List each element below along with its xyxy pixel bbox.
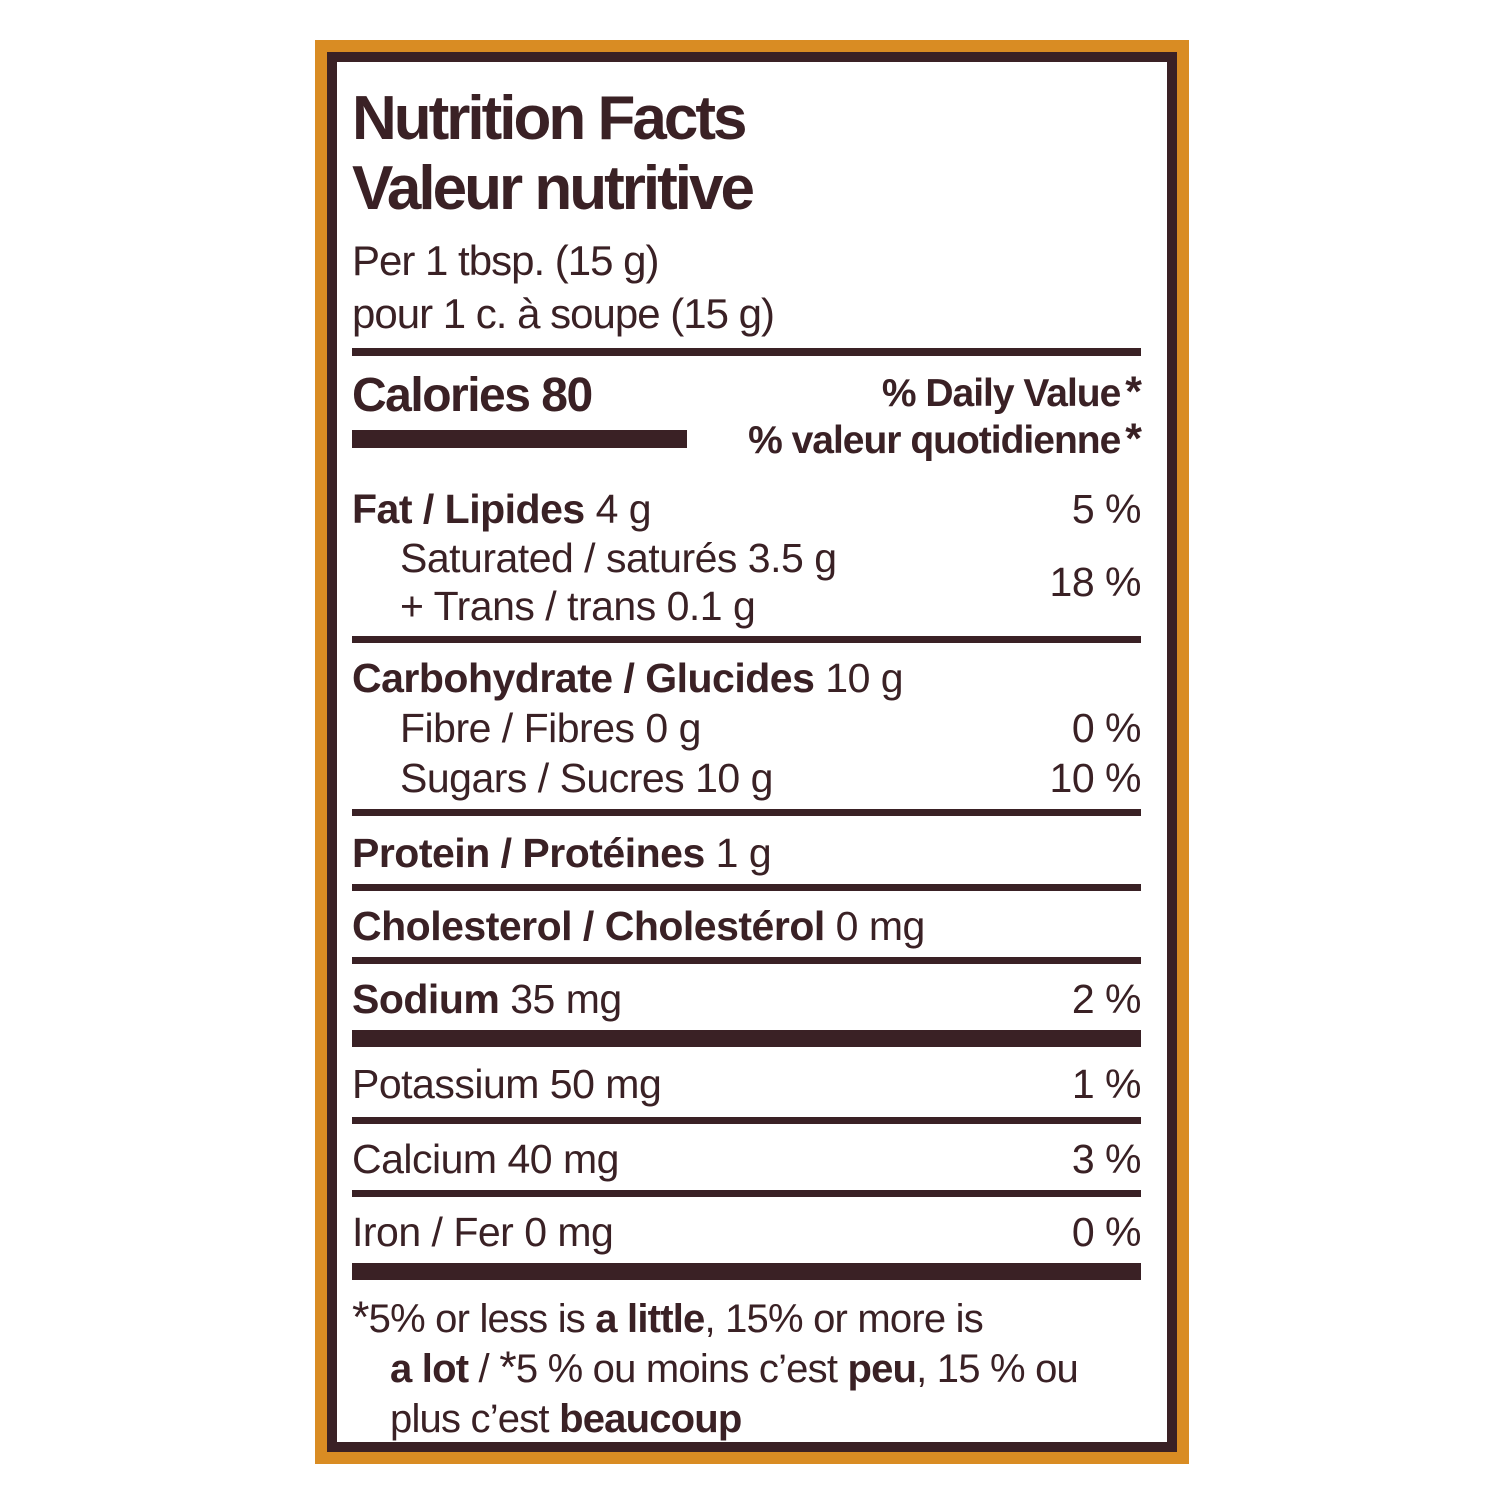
footnote-text: 5% or less is [368,1297,596,1341]
fat-amount: 4 g [584,486,652,532]
cholesterol-amount: 0 mg [824,903,925,949]
calories-value: Calories 80 [352,369,592,422]
footnote-line-1: *5% or less is a little, 15% or more is [352,1292,983,1342]
serving-size-french: pour 1 c. à soupe (15 g) [352,290,774,337]
fibre-label: Fibre / Fibres 0 g [400,705,701,751]
carbohydrate-amount: 10 g [814,655,904,701]
cholesterol-label-bold: Cholesterol / Cholestérol [352,903,825,949]
sugars-daily-value: 10 % [1049,755,1141,801]
trans-label: + Trans / trans 0.1 g [400,583,756,629]
nutrient-row-sugars [352,755,1141,801]
separator-rule [352,809,1141,816]
footnote-peu: peu [847,1347,917,1391]
sodium-daily-value: 2 % [1071,976,1141,1022]
nutrient-row-calcium [352,1136,1141,1182]
footnote-a-lot: a lot [390,1347,469,1391]
separator-rule [352,636,1141,643]
nutrient-label [352,903,925,949]
nutrition-facts-panel [327,52,1177,1452]
nutrient-row-fat [352,486,1141,532]
saturated-trans-daily-value: 18 % [1049,559,1141,605]
daily-value-footnote [352,1294,1141,1444]
calories-section [352,370,1141,474]
nutrient-row-potassium [352,1061,1141,1107]
footnote-beaucoup: beaucoup [559,1397,742,1441]
nutrition-facts-label [315,40,1189,1464]
nutrient-row-fibre [352,705,1141,751]
title-english: Nutrition Facts [352,84,745,153]
sodium-amount: 35 mg [499,976,622,1022]
footnote-text: / [468,1347,500,1391]
saturated-trans-labels [352,534,837,630]
iron-daily-value: 0 % [1071,1209,1141,1255]
protein-label-bold: Protein / Protéines [352,830,705,876]
daily-value-header [748,370,1141,464]
nutrient-label [352,486,651,532]
calcium-label: Calcium 40 mg [352,1136,619,1182]
separator-rule [352,1190,1141,1197]
nutrient-label [352,830,771,876]
nutrient-row-protein [352,830,1141,876]
sodium-label-bold: Sodium [352,976,500,1022]
footnote-line-2: a lot / *5 % ou moins c’est peu, 15 % ou [390,1342,1078,1392]
fat-daily-value: 5 % [1071,486,1141,532]
protein-amount: 1 g [704,830,772,876]
fat-label-bold: Fat / Lipides [352,486,585,532]
nutrient-row-cholesterol [352,903,1141,949]
fibre-daily-value: 0 % [1071,705,1141,751]
iron-label: Iron / Fer 0 mg [352,1209,614,1255]
footnote-text: plus c’est [390,1397,560,1441]
serving-size-english: Per 1 tbsp. (15 g) [352,237,659,284]
thick-section-bar [352,1030,1141,1047]
daily-value-text-en: % Daily Value [881,372,1121,415]
daily-value-text-fr: % valeur quotidienne [748,419,1121,462]
nutrient-row-iron [352,1209,1141,1255]
footnote-text: 5 % ou moins c’est [515,1347,848,1391]
potassium-daily-value: 1 % [1071,1061,1141,1107]
nutrient-label [352,976,622,1022]
thick-section-bar [352,1263,1141,1280]
daily-value-header-french: % valeur quotidienne * [748,415,1141,463]
nutrient-label [352,655,903,701]
nutrient-row-saturated-trans [352,534,1141,630]
footnote-line-3 [352,1394,1141,1444]
separator-rule [352,348,1141,356]
nutrient-row-carbohydrate [352,655,1141,701]
potassium-label: Potassium 50 mg [352,1061,662,1107]
sugars-label: Sugars / Sucres 10 g [400,755,773,801]
footnote-text: , 15 % ou [916,1347,1078,1391]
calories-underline-bar [352,430,687,448]
separator-rule [352,884,1141,891]
carbohydrate-label-bold: Carbohydrate / Glucides [352,655,815,701]
separator-rule [352,957,1141,964]
calcium-daily-value: 3 % [1071,1136,1141,1182]
nutrient-row-sodium [352,976,1141,1022]
daily-value-header-english: % Daily Value * [881,368,1141,416]
footnote-a-little: a little [595,1297,705,1341]
footnote-text: , 15% or more is [704,1297,983,1341]
title-french: Valeur nutritive [352,154,752,223]
separator-rule [352,1117,1141,1124]
saturated-label: Saturated / saturés 3.5 g [400,535,837,581]
